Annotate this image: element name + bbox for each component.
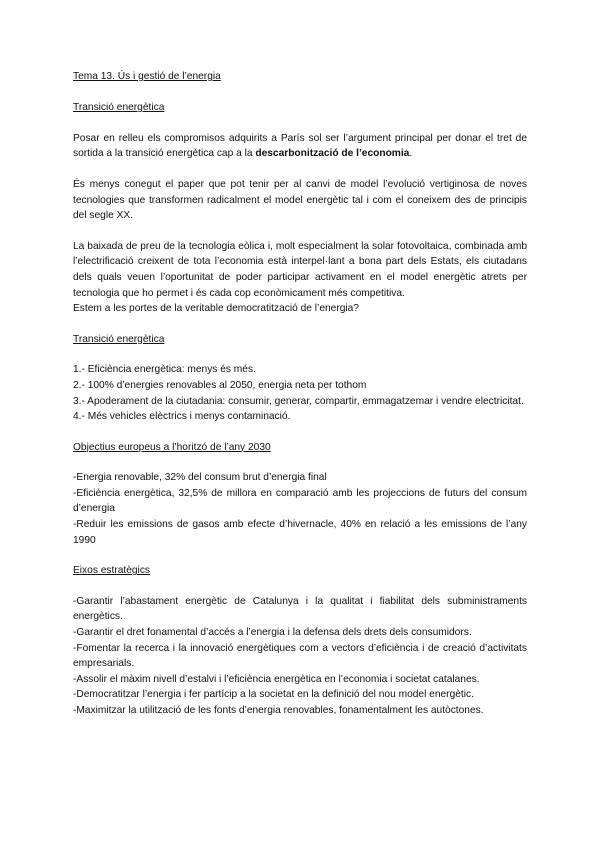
list-item: -Eficiència energètica, 32,5% de millora en comparació amb les projeccions de futurs del consum d’energia	[73, 487, 527, 515]
list-item: -Maximitzar la utilització de les fonts d’energia renovables, fonamentalment les autòctones.	[73, 705, 484, 716]
paragraph-democratitzacio: Estem a les portes de la veritable democratització de l’energia?	[73, 303, 359, 315]
list-item: -Energia renovable, 32% del consum brut d’energia final	[73, 472, 327, 484]
list-item: -Assolir el màxim nivell d’estalvi i l’eficiència energètica en l’economia i societat catalanes.	[73, 673, 480, 685]
section-heading-transicio-1: Transició energètica	[73, 102, 165, 114]
list-item: -Reduir les emissions de gasos amb efecte d’hivernacle, 40% en relació a les emissions de l’any 1990	[73, 519, 527, 546]
document-title: Tema 13. Ús i gestió de l’energia	[73, 71, 221, 82]
document-body	[73, 69, 527, 719]
list-item: -Garantir l’abastament energètic de Catalunya i la qualitat i fiabilitat dels subministraments energètics.	[73, 595, 527, 623]
objectius-list	[73, 470, 527, 548]
list-item: 1.- Eficiència energètica: menys és més.	[73, 364, 256, 376]
paragraph-paris-text: Posar en relleu els compromisos adquirits a París sol ser l’argument principal per donar el tret de sortida a la transició energètica cap a la	[73, 132, 527, 160]
paragraph-paris-end: .	[409, 148, 413, 160]
section-heading-eixos: Eixos estratègics	[73, 565, 151, 577]
section-heading-objectius: Objectius europeus a l’horitzó de l’any 2030	[73, 441, 271, 453]
list-item: -Fomentar la recerca i la innovació energètiques com a vectors d’eficiència i de creació d’activitats empresarials.	[73, 642, 527, 670]
list-item: 2.- 100% d’energies renovables al 2050, energia neta per tothom	[73, 379, 367, 391]
paragraph-paris-bold: descarbonització de l’economia	[255, 148, 410, 160]
list-item: 3.- Apoderament de la ciutadania: consumir, generar, compartir, emmagatzemar i vendre electricitat.	[73, 395, 524, 407]
paragraph-tecnologies: És menys conegut el paper que pot tenir per al canvi de model l’evolució vertiginosa de noves tecnologies que transformen radicalment el model energètic tal i com el coneixem des de principis del segle XX.	[73, 178, 527, 222]
transicio-list	[73, 362, 527, 424]
paragraph-eolica: La baixada de preu de la tecnologia eòlica i, molt especialment la solar fotovoltaica, combinada amb l’electrificació creixent de tota l’economia està interpel·lant a bona part dels Estats, els ciutadans dels quals veuen l’oportunitat de poder participar activament en el model energètic atrets per tecnologia que ho permet i és cada cop econòmicament més competitiva.	[73, 240, 527, 299]
eixos-list	[73, 594, 527, 719]
list-item: -Democratitzar l’energia i fer partícip a la societat en la definició del nou model energètic.	[73, 689, 474, 701]
list-item: -Garantir el dret fonamental d’accés a l’energia i la defensa dels drets dels consumidors.	[73, 627, 472, 639]
section-heading-transicio-2: Transició energètica	[73, 333, 165, 345]
paragraph-paris	[73, 131, 527, 162]
list-item: 4.- Més vehicles elèctrics i menys contaminació.	[73, 411, 291, 423]
